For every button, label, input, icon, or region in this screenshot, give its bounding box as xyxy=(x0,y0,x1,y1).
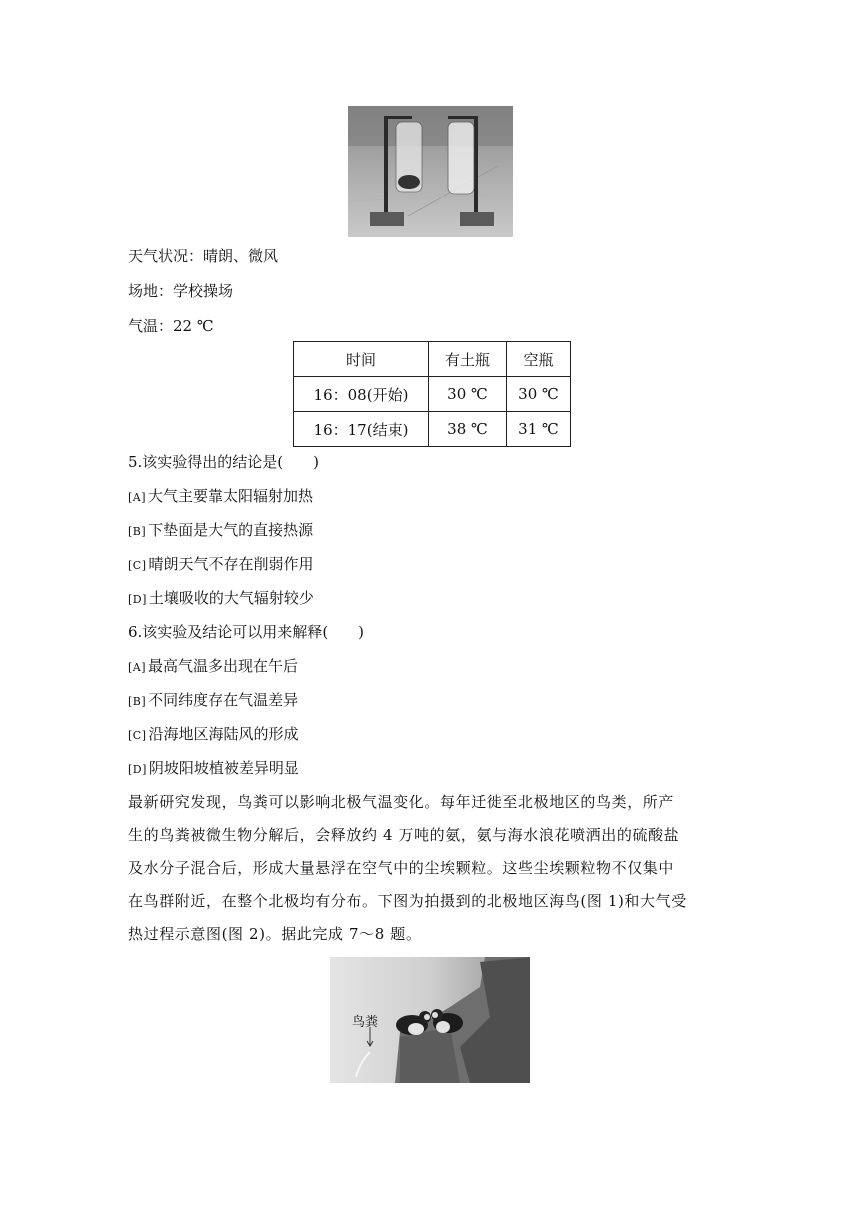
table-header-cell: 时间 xyxy=(294,342,429,377)
q6-option-a xyxy=(128,656,298,678)
q6-option-d xyxy=(128,758,299,780)
option-tag: [A] xyxy=(128,661,147,674)
option-tag: [D] xyxy=(128,763,147,776)
weather-line: 天气状况：晴朗、微风 xyxy=(128,247,279,265)
option-tag: [C] xyxy=(128,729,147,742)
table-header-cell: 空瓶 xyxy=(507,342,571,377)
option-text: 晴朗天气不存在削弱作用 xyxy=(148,555,314,573)
option-tag: [B] xyxy=(128,695,147,708)
table-cell: 30 ℃ xyxy=(507,377,571,412)
table-row xyxy=(294,377,571,412)
passage-line: 及水分子混合后，形成大量悬浮在空气中的尘埃颗粒。这些尘埃颗粒物不仅集中 xyxy=(128,859,675,877)
table-cell: 31 ℃ xyxy=(507,412,571,447)
option-text: 最高气温多出现在午后 xyxy=(148,657,299,675)
q5-option-b xyxy=(128,520,313,542)
bottle-experiment-photo xyxy=(348,106,513,237)
passage-line: 生的鸟粪被微生物分解后，会释放约 4 万吨的氨，氨与海水浪花喷洒出的硫酸盐 xyxy=(128,826,680,844)
passage-line: 最新研究发现，鸟粪可以影响北极气温变化。每年迁徙至北极地区的鸟类，所产 xyxy=(128,793,675,811)
table-header-row xyxy=(294,342,571,377)
q5-option-c xyxy=(128,554,314,576)
passage-line: 在鸟群附近，在整个北极均有分布。下图为拍摄到的北极地区海鸟(图 1)和大气受 xyxy=(128,892,687,910)
option-text: 下垫面是大气的直接热源 xyxy=(148,521,314,539)
q6-option-c xyxy=(128,724,299,746)
question-5-stem: 5.该实验得出的结论是( ) xyxy=(128,453,320,471)
option-text: 大气主要靠太阳辐射加热 xyxy=(148,487,314,505)
table-cell: 16：17(结束) xyxy=(294,412,429,447)
table-row xyxy=(294,412,571,447)
question-6-stem: 6.该实验及结论可以用来解释( ) xyxy=(128,623,365,641)
q5-option-a xyxy=(128,486,313,508)
table-cell: 30 ℃ xyxy=(429,377,507,412)
q5-option-d xyxy=(128,588,314,610)
site-line: 场地：学校操场 xyxy=(128,282,234,300)
passage-line: 热过程示意图(图 2)。据此完成 7～8 题。 xyxy=(128,925,422,943)
seabird-photo xyxy=(330,957,530,1083)
table-header-cell: 有土瓶 xyxy=(429,342,507,377)
option-tag: [D] xyxy=(128,593,147,606)
option-tag: [C] xyxy=(128,559,147,572)
temperature-line: 气温：22 ℃ xyxy=(128,317,214,335)
option-text: 不同纬度存在气温差异 xyxy=(148,691,299,709)
table-cell: 16：08(开始) xyxy=(294,377,429,412)
option-tag: [A] xyxy=(128,491,147,504)
droppings-label: 鸟粪 xyxy=(352,1015,379,1030)
temperature-table xyxy=(293,341,571,447)
passage xyxy=(128,786,738,951)
q6-option-b xyxy=(128,690,298,712)
option-text: 土壤吸收的大气辐射较少 xyxy=(148,589,314,607)
option-text: 沿海地区海陆风的形成 xyxy=(148,725,299,743)
table-cell: 38 ℃ xyxy=(429,412,507,447)
option-tag: [B] xyxy=(128,525,147,538)
option-text: 阴坡阳坡植被差异明显 xyxy=(148,759,299,777)
